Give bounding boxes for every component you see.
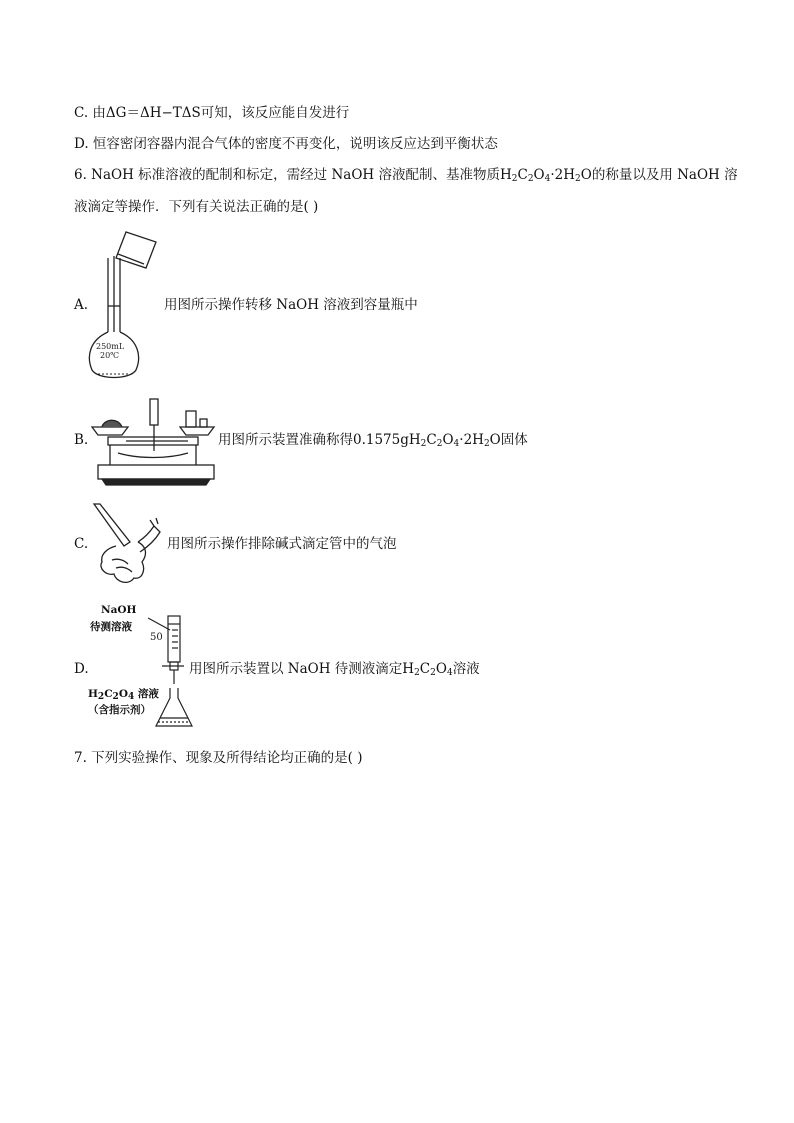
acid-solution-label: $H_2C_2O_4$ 溶液 (88, 688, 159, 702)
burette-bubble-figure (88, 502, 168, 588)
titration-figure (148, 610, 194, 734)
option-a-text: 用图所示操作转移 NaOH 溶液到容量瓶中 (164, 297, 418, 313)
volumetric-flask-figure (86, 228, 166, 383)
question-6-line-1: 6. NaOH 标准溶液的配制和标定，需经过 NaOH 溶液配制、基准物质$H_2C_2O_4\cdot 2H_2O$的称量以及用 NaOH 溶 (74, 167, 738, 184)
option-a-label: A. (74, 297, 89, 313)
question-6-line-2: 液滴定等操作．下列有关说法正确的是( ) (74, 199, 319, 215)
flask-temp-text: 20℃ (100, 351, 120, 360)
option-b-text: 用图所示装置准确称得$0.1575gH_2C_2O_4\cdot 2H_2O$固体 (218, 432, 528, 449)
balance-figure (88, 395, 218, 487)
question-7: 7. 下列实验操作、现象及所得结论均正确的是( ) (74, 750, 363, 766)
naoh-label: NaOH (101, 604, 137, 616)
option-d-text: 用图所示装置以 NaOH 待测液滴定$H_2C_2O_4$溶液 (189, 661, 480, 678)
option-c-label: C. (74, 536, 89, 552)
option-c-text: 用图所示操作排除碱式滴定管中的气泡 (167, 536, 397, 552)
naoh-solution-label: 待测溶液 (90, 621, 132, 633)
option-c-prev: C. 由ΔG＝ΔH−TΔS可知，该反应能自发进行 (74, 105, 350, 121)
option-d-label: D. (74, 661, 89, 677)
indicator-note-label: （含指示剂） (88, 704, 151, 716)
burette-mark-text: 50 (150, 632, 163, 643)
flask-volume-text: 250mL (96, 342, 125, 351)
option-b-label: B. (74, 432, 89, 448)
option-d-prev: D. 恒容密闭容器内混合气体的密度不再变化，说明该反应达到平衡状态 (74, 136, 498, 152)
